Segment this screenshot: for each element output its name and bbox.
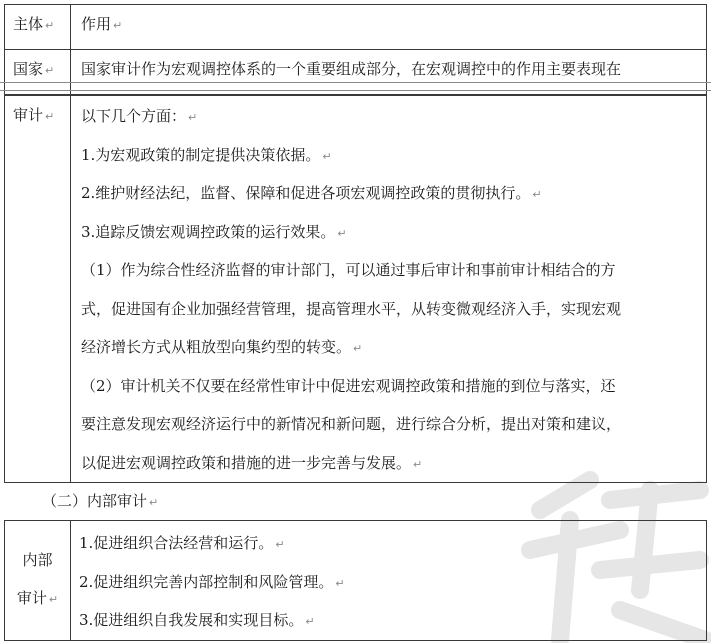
list-item: 以下几个方面： ↵ <box>81 107 198 125</box>
list-item: （1）作为综合性经济监督的审计部门，可以通过事后审计和事前审计相结合的方 <box>81 261 616 279</box>
table-audit <box>4 95 707 483</box>
list-item: 1.促进组织合法经营和运行。 ↵ <box>79 534 285 552</box>
row-role-text: 国家审计作为宏观调控体系的一个重要组成部分，在宏观调控中的作用主要表现在 <box>71 50 707 95</box>
list-item: 式，促进国有企业加强经营管理，提高管理水平，从转变微观经济入手，实现宏观 <box>81 299 622 318</box>
subject-line-1: 内部 <box>22 551 53 570</box>
page-break-line <box>0 82 711 83</box>
list-item: 经济增长方式从粗放型向集约型的转变。 ↵ <box>81 338 363 356</box>
list-item: 要注意发现宏观经济运行中的新情况和新问题，进行综合分析，提出对策和建议， <box>81 415 622 433</box>
table-row <box>5 521 707 641</box>
table-row <box>5 96 707 483</box>
list-item: 以促进宏观调控政策和措施的进一步完善与发展。 ↵ <box>81 453 423 472</box>
table-row <box>5 50 707 95</box>
list-item: 2.促进组织完善内部控制和风险管理。 ↵ <box>79 572 345 591</box>
table-internal-audit <box>4 520 707 641</box>
list-item: 3.追踪反馈宏观调控政策的运行效果。 ↵ <box>81 222 347 241</box>
header-subject: 主体 ↵ <box>5 5 71 50</box>
table-header-row <box>5 5 707 50</box>
row-subject-state: 国家 ↵ <box>5 50 71 95</box>
section-heading-internal-audit: （二）内部审计 ↵ <box>42 492 159 510</box>
header-role: 作用 ↵ <box>71 5 707 50</box>
list-item: 1.为宏观政策的制定提供决策依据。 ↵ <box>81 145 332 164</box>
subject-line-2: 审计 ↵ <box>16 589 59 608</box>
row-subject-internal-audit <box>5 521 71 641</box>
list-item: 3.促进组织自我发展和实现目标。 ↵ <box>79 611 315 629</box>
row-subject-audit: 审计 ↵ <box>5 96 71 483</box>
list-item: （2）审计机关不仅要在经常性审计中促进宏观调控政策和措施的到位与落实，还 <box>81 376 616 395</box>
page-break-line <box>0 90 711 91</box>
audit-content <box>71 96 707 483</box>
internal-audit-content <box>71 521 707 641</box>
list-item: 2.维护财经法纪，监督、保障和促进各项宏观调控政策的贯彻执行。 ↵ <box>81 184 542 202</box>
